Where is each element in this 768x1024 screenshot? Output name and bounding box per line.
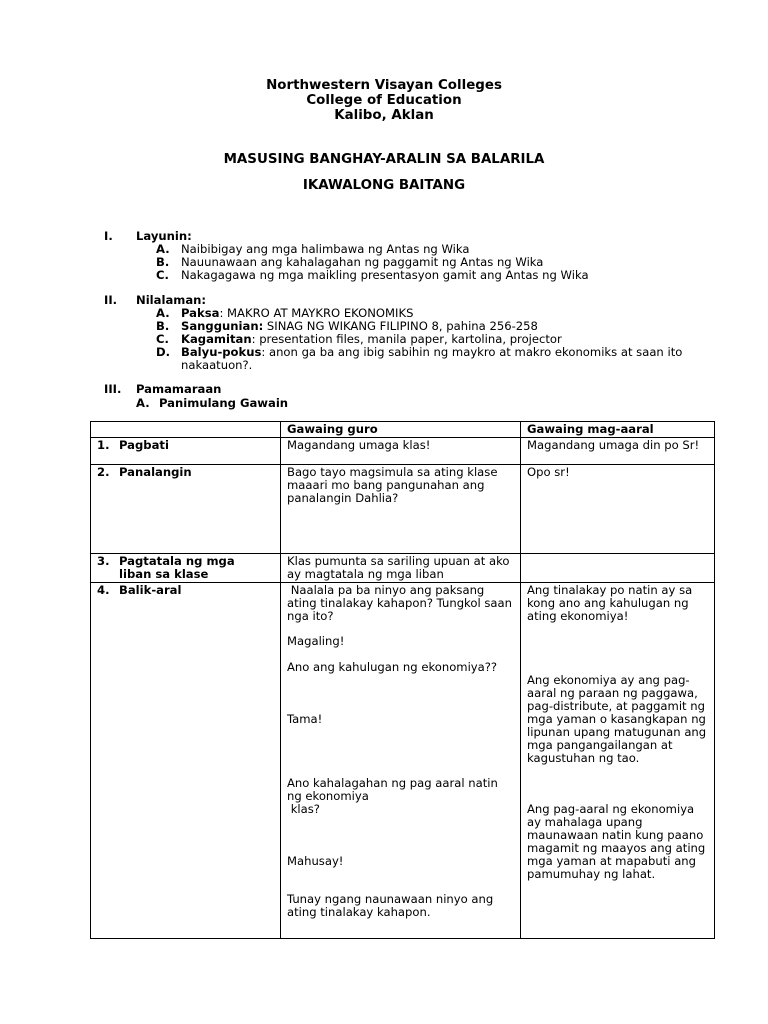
student-text: Opo sr!	[527, 464, 570, 479]
item-separator: :	[219, 306, 228, 320]
list-item	[156, 269, 701, 282]
teacher-cell	[281, 464, 521, 553]
list-item	[156, 346, 701, 372]
activity-number: 2.	[97, 464, 110, 479]
activity-cell	[91, 437, 281, 464]
subsection-letter: A.	[136, 396, 150, 410]
item-text: MAKRO AT MAYKRO EKONOMIKS	[227, 306, 414, 320]
item-text: presentation files, manila paper, kartolina, projector	[259, 331, 562, 346]
teacher-cell	[281, 582, 521, 938]
column-header	[91, 422, 281, 438]
item-text: anon ga ba ang ibig sabihin ng maykro at makro ekonomiks at saan ito nakaatuon?.	[181, 344, 683, 372]
objective-text: Nakagagawa ng mga maikling presentasyon gamit ang Antas ng Wika	[181, 267, 589, 282]
section-1-numeral: I.	[104, 229, 113, 243]
table-row	[91, 582, 715, 938]
student-cell	[521, 553, 715, 582]
document-title: MASUSING BANGHAY-ARALIN SA BALARILA	[223, 152, 545, 167]
item-separator: :	[261, 344, 269, 359]
section-1-heading: Layunin:	[136, 229, 192, 243]
lesson-table	[90, 421, 715, 939]
college-name: College of Education	[306, 93, 462, 108]
table-row	[91, 464, 715, 553]
activity-number: 3.	[97, 553, 110, 568]
item-letter: C.	[156, 331, 169, 346]
item-letter: D.	[156, 344, 171, 359]
student-cell	[521, 437, 715, 464]
document-subtitle: IKAWALONG BAITANG	[302, 178, 466, 193]
student-text: Ang tinalakay po natin ay sa kong ano ang kahulugan ng ating ekonomiya! Ang ekonomiya ay ang pag-aaral ng paraan ng paggawa, pag-distribute, at paggamit ng mga yaman o kasangkapan ng lipunan upang matugunan ang mga pangangailangan at kagustuhan ng tao. Ang pag-aaral ng ekonomiya ay mahalaga upang maunawaan natin kung paano magamit ng maayos ang ating mga yaman at mapabuti ang pamumuhay ng lahat.	[527, 582, 707, 881]
item-label: Kagamitan	[181, 331, 252, 346]
activity-cell	[91, 582, 281, 938]
item-separator: :	[251, 331, 260, 346]
student-text: Magandang umaga din po Sr!	[527, 437, 700, 452]
content-list	[156, 307, 701, 372]
item-label: Paksa	[181, 306, 220, 320]
objective-text: Naibibigay ang mga halimbawa ng Antas ng Wika	[181, 242, 470, 256]
subsection-heading: Panimulang Gawain	[159, 396, 289, 410]
teacher-text: Naalala pa ba ninyo ang paksang ating tinalakay kahapon? Tungkol saan nga ito? Magaling! Ano ang kahulugan ng ekonomiya?? Tama! Ano kahalagahan ng pag aaral natin ng ekonomiya klas? Mahusay! Tunay ngang naunawaan ninyo ang ating tinalakay kahapon.	[287, 582, 512, 920]
section-3-heading: Pamamaraan	[136, 382, 222, 396]
section-3-numeral: III.	[104, 382, 122, 396]
item-label: Sanggunian:	[181, 318, 264, 333]
table-row	[91, 437, 715, 464]
item-label: Balyu-pokus	[181, 344, 262, 359]
teacher-text: Bago tayo magsimula sa ating klase maaari mo bang pangunahan ang panalangin Dahlia?	[287, 464, 502, 505]
teacher-cell	[281, 553, 521, 582]
activity-label: Balik-aral	[119, 582, 182, 597]
teacher-cell	[281, 437, 521, 464]
list-item	[156, 243, 701, 256]
section-2-numeral: II.	[104, 293, 118, 307]
item-letter: B.	[156, 318, 170, 333]
activity-number: 4.	[97, 582, 110, 597]
activity-number: 1.	[97, 437, 110, 452]
activity-label: Panalangin	[119, 464, 192, 479]
activity-cell	[91, 464, 281, 553]
column-header: Gawaing guro	[281, 422, 521, 438]
item-letter: A.	[156, 306, 170, 320]
item-letter: B.	[156, 254, 170, 269]
objectives-list	[156, 243, 701, 282]
table-header-row	[91, 422, 715, 438]
teacher-text: Magandang umaga klas!	[287, 437, 431, 452]
item-text: SINAG NG WIKANG FILIPINO 8, pahina 256-258	[266, 318, 538, 333]
teacher-text: Klas pumunta sa sariling upuan at ako ay magtatala ng mga liban	[287, 553, 514, 581]
objective-text: Nauunawaan ang kahalagahan ng paggamit ng Antas ng Wika	[181, 254, 544, 269]
table-row	[91, 553, 715, 582]
student-cell	[521, 464, 715, 553]
column-header: Gawaing mag-aaral	[521, 422, 715, 438]
student-cell	[521, 582, 715, 938]
school-name: Northwestern Visayan Colleges	[266, 78, 502, 93]
item-letter: C.	[156, 267, 169, 282]
item-letter: A.	[156, 242, 170, 256]
school-location: Kalibo, Aklan	[334, 108, 434, 123]
list-item	[156, 256, 701, 269]
activity-label: Pagtatala ng mga liban sa klase	[119, 553, 235, 581]
section-2-heading: Nilalaman:	[136, 293, 207, 307]
activity-label: Pagbati	[119, 437, 169, 452]
activity-cell	[91, 553, 281, 582]
